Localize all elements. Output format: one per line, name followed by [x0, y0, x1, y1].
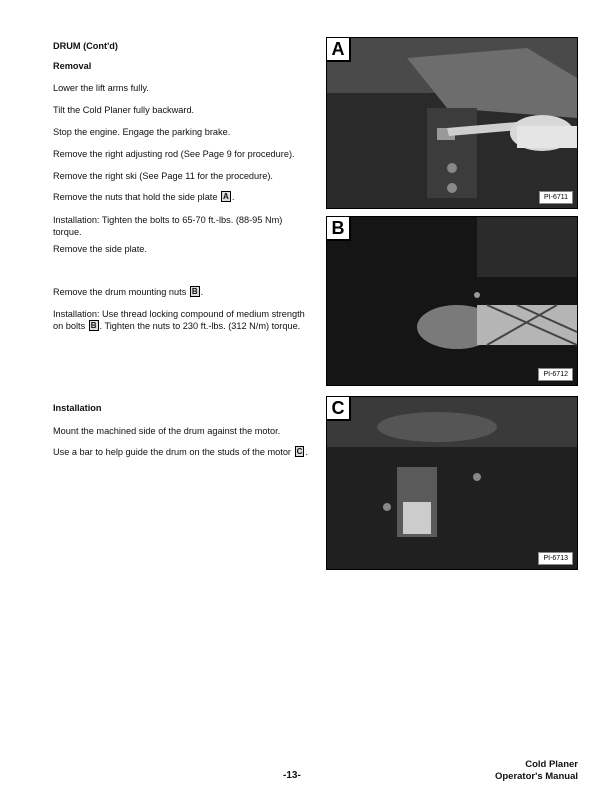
installation-note-1: Installation: Tighten the bolts to 65-70 ft.-lbs. (88-95 Nm) torque. — [53, 215, 283, 237]
removal-step-8-text: Remove the drum mounting nuts — [53, 287, 187, 297]
section-title: DRUM (Cont'd) — [53, 41, 118, 51]
removal-step-5: Remove the right ski (See Page 11 for the procedure). — [53, 171, 273, 181]
removal-step-8 — [53, 286, 308, 298]
installation-step-2 — [53, 446, 308, 458]
photo-a-letter: A — [327, 38, 351, 62]
removal-step-2: Tilt the Cold Planer fully backward. — [53, 105, 195, 115]
photo-b — [326, 216, 578, 386]
ref-box-c: C — [296, 447, 303, 456]
removal-step-7: Remove the side plate. — [53, 244, 147, 254]
removal-step-6-text: Remove the nuts that hold the side plate — [53, 192, 218, 202]
footer-title-2: Operator's Manual — [494, 771, 578, 782]
photo-b-letter: B — [327, 217, 351, 241]
photo-a-image — [327, 38, 577, 208]
photo-b-image — [327, 217, 577, 385]
ref-box-a: A — [223, 192, 229, 201]
removal-heading: Removal — [53, 61, 92, 71]
period: . — [231, 192, 235, 202]
photo-c-label: PI-6713 — [538, 552, 573, 565]
installation-step-2-text: Use a bar to help guide the drum on the studs of the motor — [53, 447, 291, 457]
photo-c-image — [327, 397, 577, 569]
installation-note-2-text: Installation: Use thread locking compound of medium strength on bolts — [53, 309, 305, 331]
photo-c-letter: C — [327, 397, 351, 421]
photo-c — [326, 396, 578, 570]
installation-step-1: Mount the machined side of the drum against the motor. — [53, 426, 281, 436]
removal-step-3: Stop the engine. Engage the parking brake. — [53, 127, 231, 137]
page-number: -13- — [283, 770, 301, 781]
footer-title-1: Cold Planer — [525, 759, 578, 770]
removal-step-1: Lower the lift arms fully. — [53, 83, 149, 93]
ref-box-b: B — [90, 321, 97, 330]
installation-note-2-tail: . Tighten the nuts to 230 ft.-lbs. (312 N/m) torque. — [99, 321, 301, 331]
period: . — [200, 287, 204, 297]
ref-box-b: B — [191, 287, 198, 296]
removal-step-6 — [53, 191, 308, 203]
installation-heading: Installation — [53, 403, 102, 413]
period: . — [305, 447, 308, 457]
installation-note-2 — [53, 308, 308, 332]
photo-a-label: PI-6711 — [539, 191, 573, 204]
photo-a — [326, 37, 578, 209]
photo-b-label: PI-6712 — [538, 368, 573, 381]
removal-step-4: Remove the right adjusting rod (See Page 9 for procedure). — [53, 149, 295, 159]
